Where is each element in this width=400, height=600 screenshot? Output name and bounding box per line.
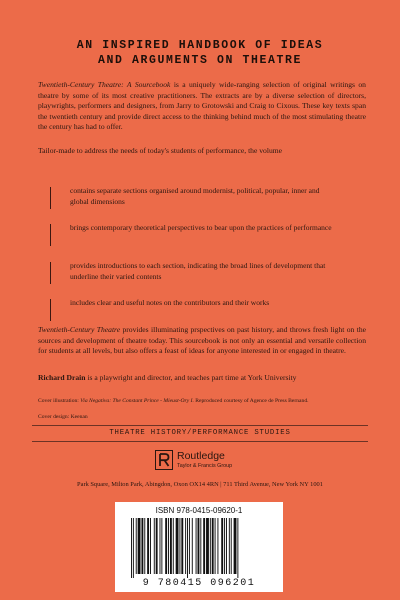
bullet-bar bbox=[50, 187, 51, 209]
intro-text: is a uniquely wide-ranging selection of original writings on theatre by some of its most creative practitioners. The extracts are by a diverse selection of directors, playwrights, performers and designers, from Jarry to Grotowski and Craig to Cixous. These key texts span the twentieth century and provide direct access to the thinking behind much of the most stimulating theatre the century has had to offer. bbox=[38, 80, 366, 132]
publisher-group: Taylor & Francis Group bbox=[177, 463, 233, 469]
closing-text: provides illuminating prspectives on past history, and throws fresh light on the sources and development of theatre today. This sourcebook is not only an essential and versatile collection for students at all levels, but also offers a feast of ideas for anyone interested in or engaged in theatre. bbox=[38, 325, 367, 356]
headline-line-1: AN INSPIRED HANDBOOK OF IDEAS bbox=[76, 39, 324, 52]
intro-book-title: Twentieth-Century Theatre: A Sourcebook bbox=[38, 80, 171, 89]
illustration-title: Via Negativa: The Constant Prince - Mieust-Ory I. bbox=[80, 398, 194, 404]
bullet-item bbox=[70, 298, 340, 309]
closing-book-title: Twentieth-Century Theatre bbox=[38, 325, 121, 334]
bullet-text: contains separate sections organised around modernist, political, popular, inner and global dimensions bbox=[70, 186, 320, 206]
routledge-logo-icon bbox=[155, 450, 173, 470]
author-name: Richard Drain bbox=[38, 373, 86, 382]
author-text: is a playwright and director, and teaches part time at York University bbox=[85, 373, 297, 382]
divider-bottom bbox=[32, 441, 368, 442]
bullet-bar bbox=[50, 262, 51, 284]
bullet-bar bbox=[50, 299, 51, 321]
barcode-panel bbox=[115, 502, 283, 592]
cover-illustration-credit bbox=[38, 397, 368, 405]
bullet-bar bbox=[50, 224, 51, 246]
barcode-digits: 9 780415 096201 bbox=[142, 578, 256, 589]
category-label: THEATRE HISTORY/PERFORMANCE STUDIES bbox=[109, 429, 291, 437]
closing-paragraph bbox=[38, 325, 366, 357]
author-bio bbox=[38, 373, 366, 384]
bullet-text: provides introductions to each section, indicating the broad lines of development that underline their varied contents bbox=[70, 261, 326, 281]
headline bbox=[0, 38, 400, 68]
publisher-address: Park Square, Milton Park, Abingdon, Oxon OX14 4RN | 711 Third Avenue, New York NY 1001 bbox=[77, 481, 323, 488]
tailor-paragraph: Tailor-made to address the needs of today's students of performance, the volume bbox=[38, 146, 283, 155]
illustration-text: Reproduced courtesy of Agence de Press Bernand. bbox=[193, 398, 309, 404]
bullet-item bbox=[70, 261, 340, 282]
cover-design-credit: Cover design: Keenan bbox=[38, 414, 88, 420]
bullet-item bbox=[70, 223, 340, 234]
divider-top bbox=[32, 425, 368, 426]
headline-line-2: AND ARGUMENTS ON THEATRE bbox=[97, 54, 303, 67]
publisher-name: Routledge bbox=[177, 450, 225, 462]
isbn-label: ISBN 978-0415-09620-1 bbox=[155, 506, 243, 515]
barcode-icon bbox=[129, 518, 269, 578]
bullet-text: brings contemporary theoretical perspectives to bear upon the practices of performance bbox=[70, 223, 332, 232]
bullet-text: includes clear and useful notes on the contributors and their works bbox=[70, 298, 270, 307]
illustration-label: Cover illustration: bbox=[38, 398, 81, 404]
bullet-item bbox=[70, 186, 340, 207]
intro-paragraph bbox=[38, 80, 366, 133]
